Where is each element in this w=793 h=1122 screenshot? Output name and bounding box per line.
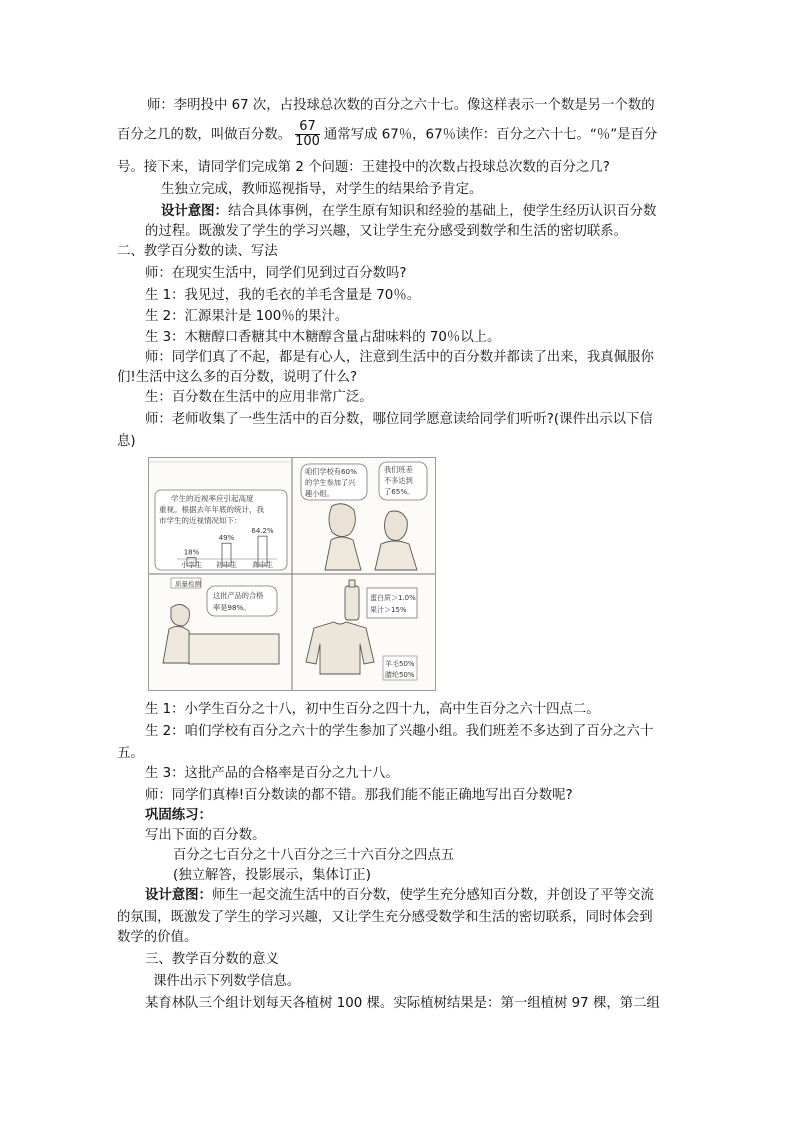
text-line: 号。接下来，请同学们完成第 2 个问题：王建投中的次数占投球总次数的百分之几? [117, 160, 610, 175]
exercise-items: 百分之七百分之十八百分之三十六百分之四点五 [173, 848, 455, 863]
text-line: 们!生活中这么多的百分数，说明了什么? [117, 370, 358, 385]
fraction [295, 120, 320, 149]
juice-label-protein: 蛋白质＞1.0% [370, 594, 416, 602]
text-line: 生：百分数在生活中的应用非常广泛。 [145, 390, 373, 405]
myopia-text-1: 学生的近视率应引起高度 [171, 494, 254, 503]
quality-speech-2: 率是98%。 [213, 603, 251, 612]
text-line: 课件出示下列数学信息。 [153, 974, 301, 989]
text-line: 生 2：咱们学校有百分之六十的学生参加了兴趣小组。我们班差不多达到了百分之六十 [145, 724, 654, 739]
text-line: 师：同学们真了不起，都是有心人，注意到生活中的百分数并都读了出来，我真佩服你 [145, 350, 654, 365]
myopia-bar-category-label: 小学生 [181, 561, 202, 569]
text-line: 的氛围，既激发了学生的学习兴趣，又让学生充分感受数学和生活的密切联系，同时体会到 [117, 910, 653, 925]
design-intent-text: 师生一起交流生活中的百分数，使学生充分感知百分数，并创设了平等交流 [211, 888, 654, 903]
section-heading: 二、教学百分数的读、写法 [117, 244, 278, 259]
class-speech-text [384, 465, 415, 496]
myopia-bar-category-label: 高中生 [252, 561, 273, 569]
myopia-text-3: 市学生的近视情况如下： [159, 516, 242, 525]
myopia-bar-value-label: 18% [183, 548, 200, 557]
exercise-label: 巩固练习： [145, 808, 212, 823]
juice-label-juice: 果汁＞15% [370, 606, 407, 614]
man-figure [375, 511, 417, 570]
school-speech-2: 的学生参加了兴 [305, 478, 356, 487]
myopia-bar-value-label: 64.2% [251, 527, 274, 536]
text-line-with-fraction [117, 120, 677, 149]
design-intent-line [145, 886, 705, 906]
section-heading: 三、教学百分数的意义 [145, 952, 279, 967]
text-line: (独立解答，投影展示，集体订正) [173, 868, 371, 883]
quality-speech-1: 这批产品的合格 [213, 591, 264, 600]
text-line: 师：在现实生活中，同学们见到过百分数吗? [145, 266, 407, 281]
design-intent-text: 结合具体事例，在学生原有知识和经验的基础上，使学生经历认识百分数 [227, 204, 657, 219]
text-line: 师：李明投中 67 次，占投球总次数的百分之六十七。像这样表示一个数是另一个数的 [147, 98, 655, 113]
text-line: 生独立完成，教师巡视指导，对学生的结果给予肯定。 [161, 182, 483, 197]
class-speech-3: 了65%。 [384, 487, 415, 496]
percent-cartoon-illustration [148, 457, 436, 691]
text-line: 五。 [117, 746, 144, 761]
myopia-bar-category-label: 初中生 [216, 561, 237, 569]
text-line: 生 3：木糖醇口香糖其中木糖醇含量占甜味料的 70％以上。 [145, 330, 501, 345]
text-line: 生 1：小学生百分之十八，初中生百分之四十九，高中生百分之六十四点二。 [145, 702, 600, 717]
line-prefix: 百分之几的数，叫做百分数。 [117, 127, 292, 143]
design-intent-line [161, 202, 721, 222]
quality-check-sign-text: 质量检测 [175, 580, 201, 588]
text-line: 息) [117, 434, 136, 449]
myopia-bar-value-label: 49% [218, 534, 235, 543]
fraction-numerator: 67 [295, 120, 320, 135]
sweater-label-wool: 羊毛50% [385, 660, 415, 668]
class-speech-1: 我们班差 [384, 465, 413, 474]
sweater-icon [306, 622, 374, 674]
text-line: 数学的价值。 [117, 930, 198, 945]
text-line: 师：老师收集了一些生活中的百分数，哪位同学愿意读给同学们听听?(课件出示以下信 [145, 412, 653, 427]
text-line: 生 3：这批产品的合格率是百分之九十八。 [145, 766, 399, 781]
text-line: 生 1：我见过，我的毛衣的羊毛含量是 70％。 [145, 288, 421, 303]
juice-bottle-icon [345, 580, 359, 620]
text-line: 某育林队三个组计划每天各植树 100 棵。实际植树结果是：第一组植树 97 棵，第二组 [145, 996, 660, 1011]
teacher-figure [325, 504, 361, 570]
school-speech-1: 咱们学校有60% [305, 467, 357, 476]
design-intent-label: 设计意图： [161, 204, 228, 219]
design-intent-label: 设计意图： [145, 888, 212, 903]
class-speech-2: 不多达到 [384, 476, 413, 485]
text-line: 生 2：汇源果汁是 100％的果汁。 [145, 309, 349, 324]
exercise-heading [145, 806, 705, 826]
sweater-label-acrylic: 腈纶50% [385, 671, 415, 679]
cartoon-svg [149, 458, 435, 690]
myopia-text-2: 重视。根据去年年底的统计，我 [159, 505, 264, 514]
text-line: 的过程。既激发了学生的学习兴趣，又让学生充分感受到数学和生活的密切联系。 [145, 224, 628, 239]
text-line: 写出下面的百分数。 [145, 828, 266, 843]
fraction-denominator: 100 [295, 134, 320, 149]
school-speech-3: 趣小组。 [305, 489, 334, 498]
text-line: 师：同学们真棒!百分数读的都不错。那我们能不能正确地写出百分数呢? [145, 788, 573, 803]
line-suffix: 通常写成 67％，67％读作：百分之六十七。“％”是百分 [323, 127, 658, 143]
